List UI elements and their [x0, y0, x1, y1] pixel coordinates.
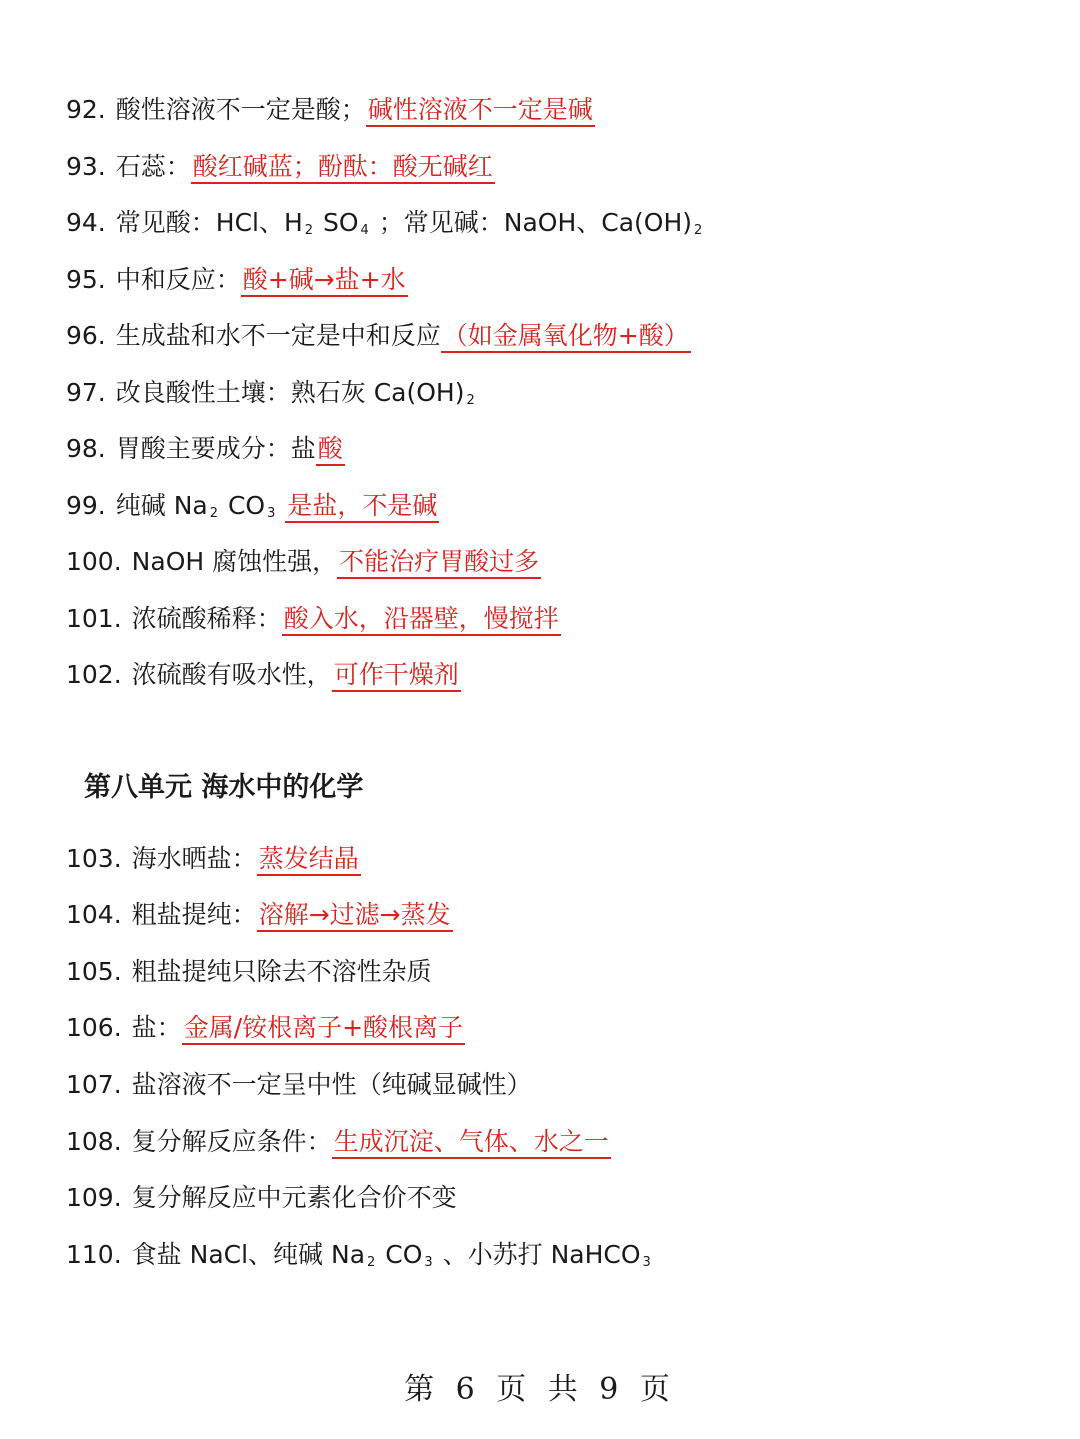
item-number: 108. — [66, 1127, 122, 1156]
list-item — [66, 653, 461, 697]
item-text: 食盐 NaCl、纯碱 Na — [131, 1240, 366, 1269]
list-item — [66, 1233, 653, 1277]
item-number: 106. — [66, 1013, 122, 1042]
item-highlight: 酸入水，沿器壁，慢搅拌 — [282, 604, 561, 636]
item-highlight: 酸+碱→盐+水 — [241, 265, 408, 297]
subscript: 4 — [360, 223, 369, 238]
list-item — [66, 1176, 457, 1220]
item-text: 粗盐提纯只除去不溶性杂质 — [131, 957, 432, 986]
item-highlight: 碱性溶液不一定是碱 — [366, 95, 595, 127]
subscript: 2 — [466, 393, 475, 408]
subscript: 2 — [367, 1255, 376, 1270]
section-title: 第八单元 海水中的化学 — [84, 772, 364, 803]
item-text: 常见酸：HCl、H — [115, 208, 303, 237]
item-text: SO — [315, 208, 359, 237]
item-number: 109. — [66, 1183, 122, 1212]
item-text: 、小苏打 NaHCO — [434, 1240, 641, 1269]
item-text: 复分解反应条件： — [131, 1127, 332, 1156]
item-highlight: （如金属氧化物+酸） — [441, 321, 691, 353]
subscript: 2 — [209, 506, 219, 521]
item-number: 98. — [66, 434, 106, 463]
item-text: CO — [377, 1240, 423, 1269]
item-highlight: 不能治疗胃酸过多 — [337, 547, 541, 579]
item-number: 99. — [66, 491, 106, 520]
subscript: 3 — [642, 1255, 651, 1270]
item-highlight: 生成沉淀、气体、水之一 — [332, 1127, 611, 1159]
subscript: 3 — [424, 1255, 433, 1270]
item-text: 生成盐和水不一定是中和反应 — [115, 321, 441, 350]
item-number: 105. — [66, 957, 122, 986]
item-text: 盐： — [131, 1013, 182, 1042]
item-number: 96. — [66, 321, 106, 350]
list-item — [66, 1006, 465, 1050]
list-item — [66, 1063, 532, 1107]
item-number: 100. — [66, 547, 122, 576]
item-text: 纯碱 Na — [115, 491, 208, 520]
item-number: 102. — [66, 660, 122, 689]
item-highlight: 金属/铵根离子+酸根离子 — [182, 1013, 465, 1045]
list-item — [66, 597, 561, 641]
item-text: 浓硫酸稀释： — [131, 604, 282, 633]
item-number: 101. — [66, 604, 122, 633]
item-number: 97. — [66, 378, 106, 407]
item-text: 浓硫酸有吸水性， — [131, 660, 332, 689]
page-number: 第 6 页 共 9 页 — [404, 1372, 676, 1407]
item-text: 胃酸主要成分：盐 — [115, 434, 316, 463]
item-text: CO — [220, 491, 266, 520]
list-item — [66, 1120, 611, 1164]
item-highlight: 溶解→过滤→蒸发 — [257, 900, 453, 932]
list-item — [66, 484, 439, 528]
item-highlight: 酸 — [316, 434, 345, 466]
item-number: 104. — [66, 900, 122, 929]
item-number: 94. — [66, 208, 106, 237]
item-number: 103. — [66, 844, 122, 873]
item-number: 92. — [66, 95, 106, 124]
item-text: 复分解反应中元素化合价不变 — [131, 1183, 457, 1212]
item-highlight: 是盐，不是碱 — [285, 491, 439, 523]
subscript: 3 — [267, 506, 276, 521]
list-item — [66, 314, 691, 358]
item-highlight: 蒸发结晶 — [257, 844, 361, 876]
item-highlight: 可作干燥剂 — [332, 660, 461, 692]
item-text: ；常见碱：NaOH、Ca(OH) — [370, 208, 693, 237]
list-item — [66, 145, 495, 189]
item-text: 中和反应： — [115, 265, 241, 294]
item-text: 酸性溶液不一定是酸； — [115, 95, 366, 124]
list-item — [66, 837, 361, 881]
list-item — [66, 427, 345, 471]
list-item — [66, 258, 408, 302]
subscript: 2 — [304, 223, 314, 238]
item-text: 改良酸性土壤：熟石灰 Ca(OH) — [115, 378, 465, 407]
list-item — [66, 540, 541, 584]
item-text: 石蕊： — [115, 152, 191, 181]
item-text: 粗盐提纯： — [131, 900, 257, 929]
item-number: 93. — [66, 152, 106, 181]
item-text: NaOH 腐蚀性强， — [131, 547, 338, 576]
item-number: 110. — [66, 1240, 122, 1269]
list-item — [66, 201, 704, 245]
item-number: 107. — [66, 1070, 122, 1099]
item-highlight: 酸红碱蓝；酚酞：酸无碱红 — [191, 152, 495, 184]
item-text: 盐溶液不一定呈中性（纯碱显碱性） — [131, 1070, 532, 1099]
list-item — [66, 893, 453, 937]
item-text: 海水晒盐： — [131, 844, 257, 873]
subscript: 2 — [694, 223, 703, 238]
item-number: 95. — [66, 265, 106, 294]
list-item — [66, 88, 595, 132]
list-item — [66, 950, 432, 994]
list-item — [66, 371, 477, 415]
